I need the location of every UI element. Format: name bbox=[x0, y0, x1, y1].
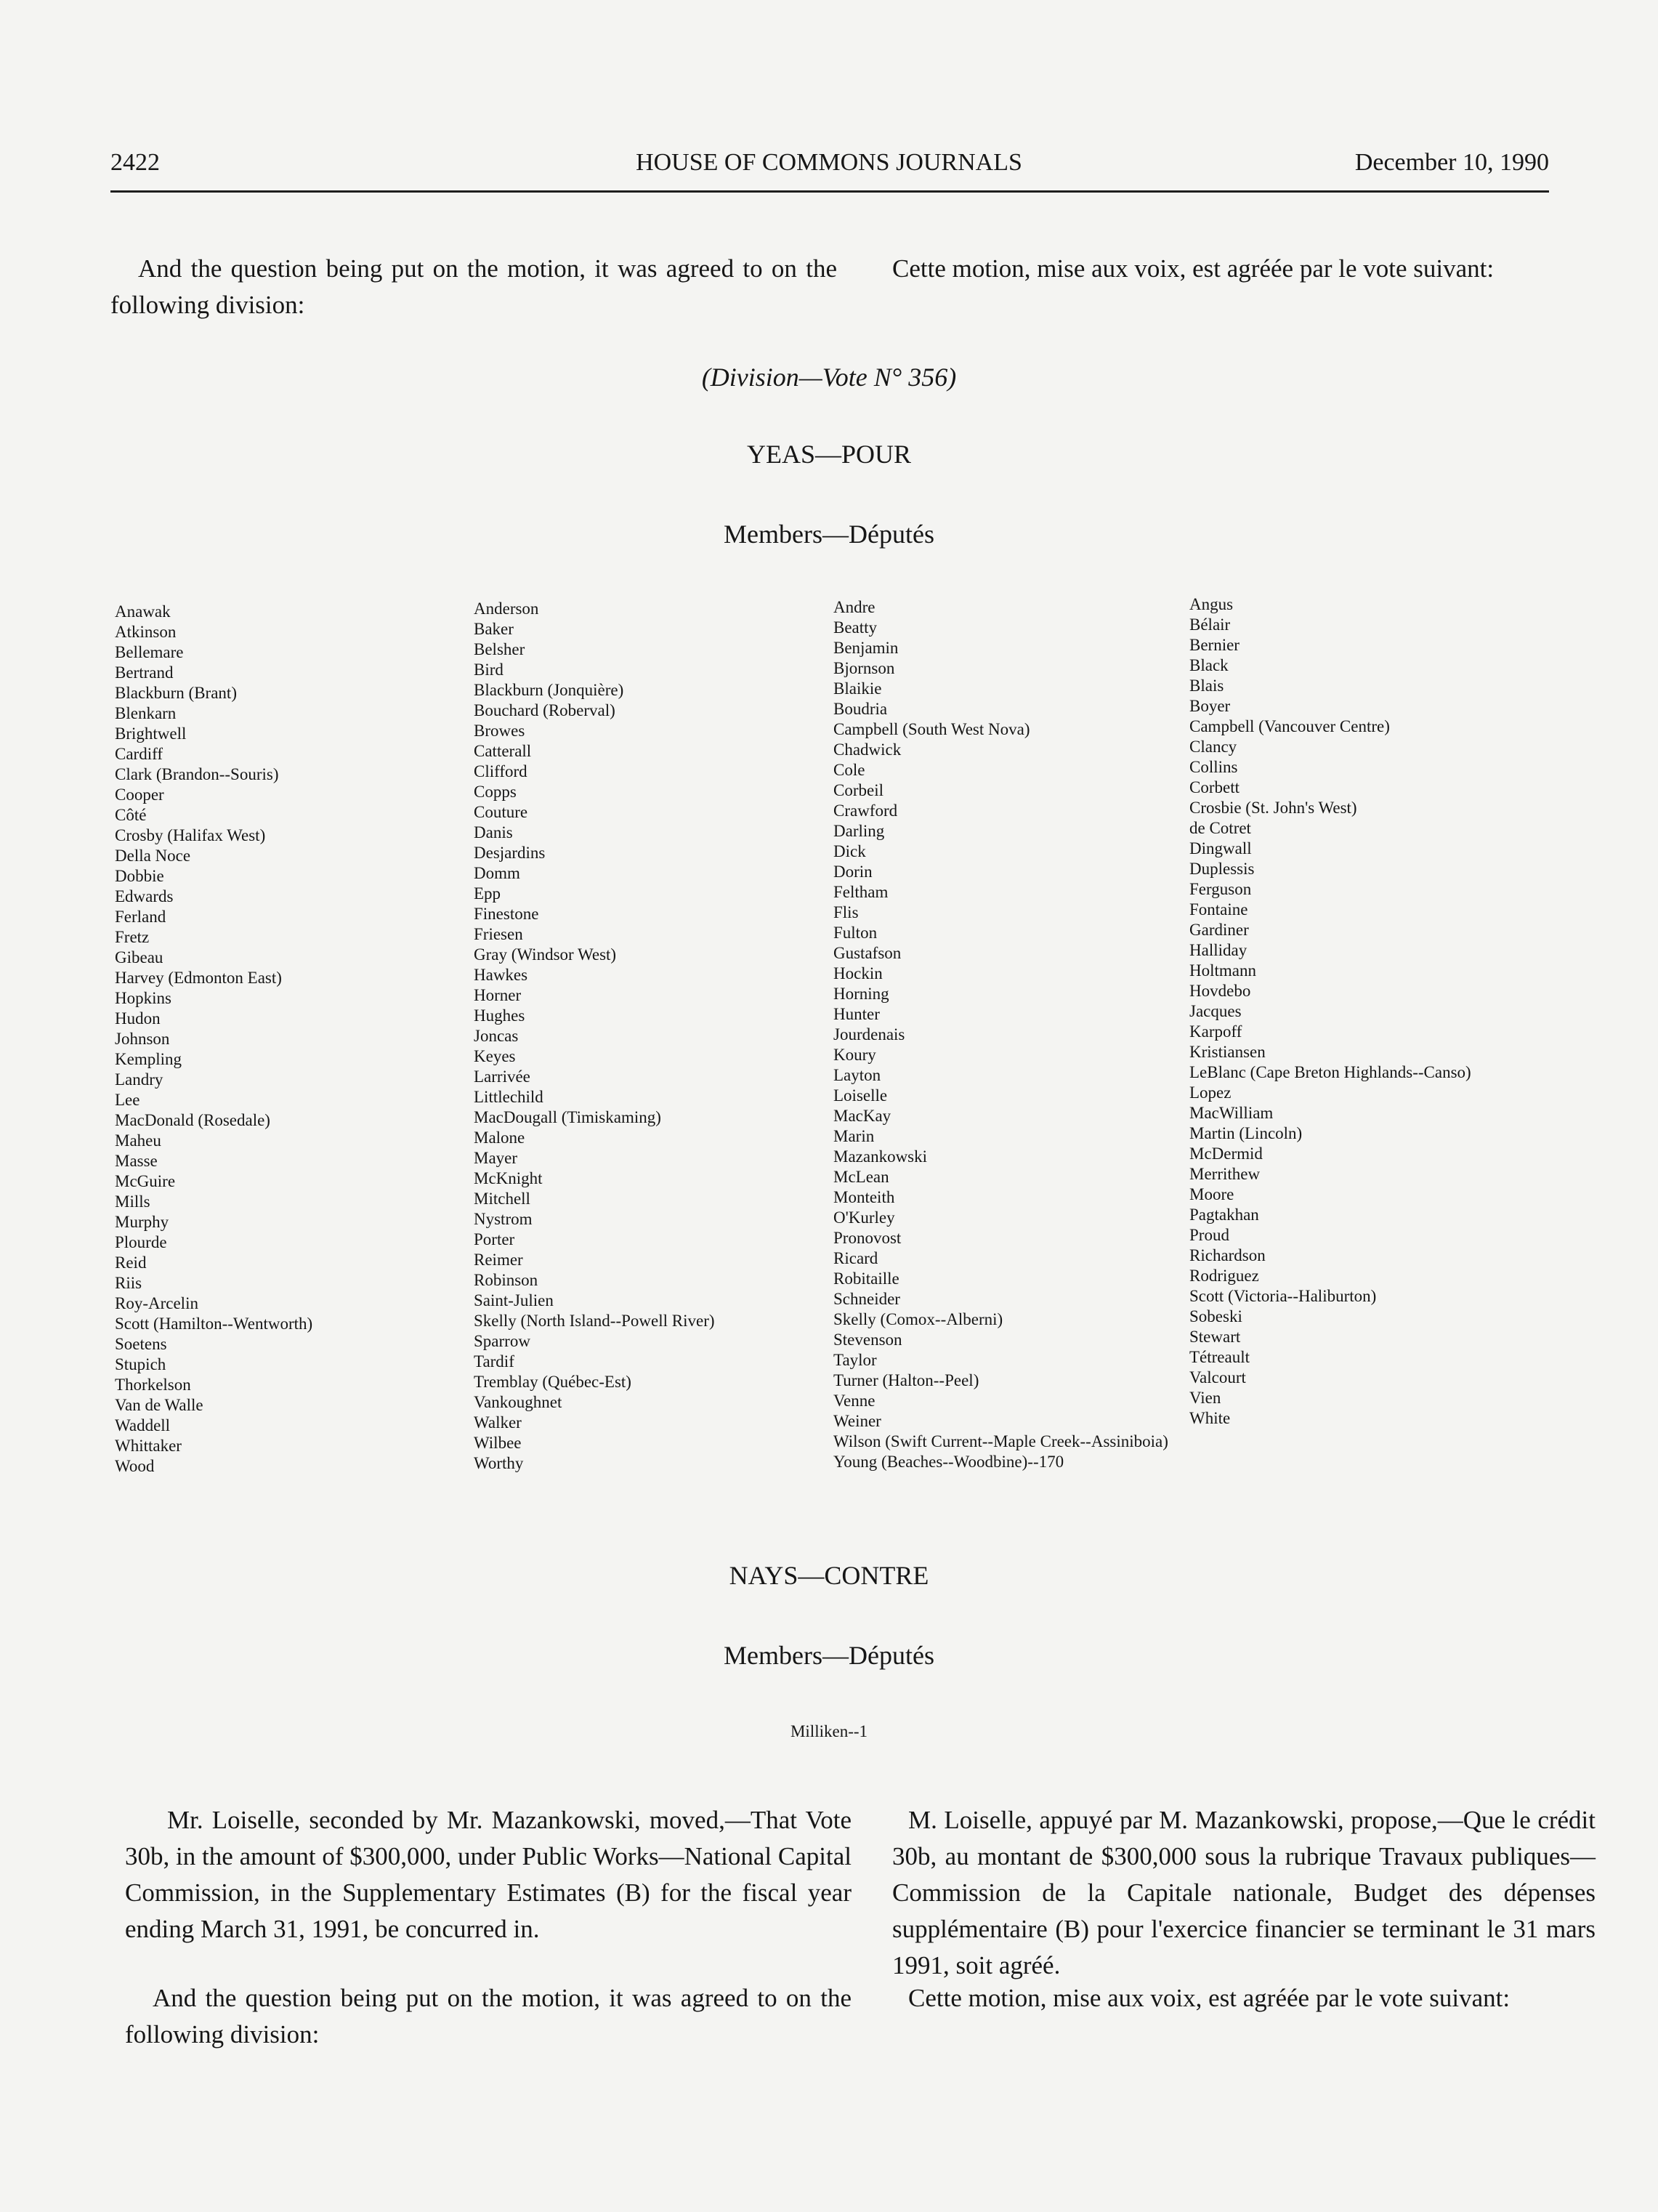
member-name: Flis bbox=[833, 903, 859, 921]
member-name: Loiselle bbox=[833, 1086, 888, 1105]
member-name: McGuire bbox=[115, 1172, 176, 1190]
member-name: Landry bbox=[115, 1070, 163, 1089]
member-name: Côté bbox=[115, 806, 147, 824]
member-name: Corbeil bbox=[833, 781, 883, 799]
member-name: Blais bbox=[1189, 677, 1224, 695]
member-name: Epp bbox=[474, 884, 501, 903]
member-name: Browes bbox=[474, 722, 525, 740]
member-name: Hopkins bbox=[115, 989, 171, 1007]
member-name: Malone bbox=[474, 1129, 525, 1147]
member-name: Blaikie bbox=[833, 679, 882, 698]
member-name: Copps bbox=[474, 783, 517, 801]
member-name: Ferguson bbox=[1189, 880, 1252, 898]
member-name: MacWilliam bbox=[1189, 1104, 1274, 1122]
member-name: Sparrow bbox=[474, 1332, 530, 1350]
journal-title: HOUSE OF COMMONS JOURNALS bbox=[636, 149, 1022, 176]
member-name: MacKay bbox=[833, 1107, 891, 1125]
member-name: Anderson bbox=[474, 600, 539, 618]
yeas-column-2 bbox=[474, 599, 715, 1474]
member-name: LeBlanc (Cape Breton Highlands--Canso) bbox=[1189, 1063, 1471, 1081]
member-name: MacDougall (Timiskaming) bbox=[474, 1108, 661, 1126]
member-name: Mazankowski bbox=[833, 1147, 928, 1166]
member-name: Cooper bbox=[115, 786, 164, 804]
header-rule bbox=[110, 190, 1549, 193]
intro-en: And the question being put on the motion, it was agreed to on the following division: bbox=[110, 254, 837, 319]
member-name: Andre bbox=[833, 598, 875, 616]
member-name: Dingwall bbox=[1189, 839, 1252, 857]
member-name: Gray (Windsor West) bbox=[474, 945, 617, 964]
member-name: Weiner bbox=[833, 1412, 881, 1430]
member-name: Valcourt bbox=[1189, 1368, 1246, 1386]
member-name: Hockin bbox=[833, 964, 883, 982]
member-name: Riis bbox=[115, 1274, 142, 1292]
member-name: Gustafson bbox=[833, 944, 902, 962]
member-name: Tardif bbox=[474, 1352, 514, 1371]
member-name: Stevenson bbox=[833, 1331, 902, 1349]
member-name: Robinson bbox=[474, 1271, 538, 1289]
member-name: Larrivée bbox=[474, 1067, 530, 1086]
member-name: Koury bbox=[833, 1046, 876, 1064]
member-name: Vien bbox=[1189, 1389, 1221, 1407]
member-name: Stupich bbox=[115, 1355, 166, 1373]
member-name: Nystrom bbox=[474, 1210, 533, 1228]
member-name: Schneider bbox=[833, 1290, 900, 1308]
yeas-column-1 bbox=[115, 602, 312, 1477]
member-name: Tremblay (Québec-Est) bbox=[474, 1373, 631, 1391]
member-name: Reid bbox=[115, 1254, 147, 1272]
member-name: Scott (Hamilton--Wentworth) bbox=[115, 1315, 313, 1333]
member-name: Dorin bbox=[833, 863, 873, 881]
member-name: Cardiff bbox=[115, 745, 163, 763]
member-name: Crosbie (St. John's West) bbox=[1189, 799, 1357, 817]
member-name: Della Noce bbox=[115, 847, 191, 865]
member-name: Dick bbox=[833, 842, 866, 860]
member-name: Blenkarn bbox=[115, 704, 177, 722]
member-name: Mills bbox=[115, 1192, 150, 1211]
member-name: Taylor bbox=[833, 1351, 877, 1369]
member-name: Jourdenais bbox=[833, 1025, 905, 1044]
member-name: Hudon bbox=[115, 1009, 161, 1028]
member-name: Bjornson bbox=[833, 659, 895, 677]
member-name: Campbell (Vancouver Centre) bbox=[1189, 717, 1390, 735]
member-name: Pagtakhan bbox=[1189, 1206, 1259, 1224]
member-name: Beatty bbox=[833, 618, 878, 637]
member-name: Porter bbox=[474, 1230, 515, 1248]
member-name: Roy-Arcelin bbox=[115, 1294, 198, 1312]
member-name: McLean bbox=[833, 1168, 889, 1186]
nays-subheading: Members—Députés bbox=[724, 1641, 934, 1670]
member-name: Fretz bbox=[115, 928, 150, 946]
member-name: Maheu bbox=[115, 1131, 161, 1150]
member-name: Venne bbox=[833, 1392, 875, 1410]
member-name: Lopez bbox=[1189, 1083, 1232, 1102]
member-name: Wilbee bbox=[474, 1434, 522, 1452]
member-name: Friesen bbox=[474, 925, 523, 943]
member-name: Jacques bbox=[1189, 1002, 1242, 1020]
member-name: Belsher bbox=[474, 640, 525, 658]
member-name: Martin (Lincoln) bbox=[1189, 1124, 1303, 1142]
member-name: Kempling bbox=[115, 1050, 182, 1068]
member-name: Karpoff bbox=[1189, 1022, 1242, 1041]
member-name: Young (Beaches--Woodbine)--170 bbox=[833, 1453, 1064, 1471]
member-name: Brightwell bbox=[115, 724, 187, 743]
motion-fr: M. Loiselle, appuyé par M. Mazankowski, propose,—Que le crédit 30b, au montant de $300,000 sous la rubrique Travaux publiques—Commission de la Capitale nationale, Budget des dépenses supplémentaire (B) pour l'exercice financier se terminant le 31 mars 1991, soit agréé. bbox=[892, 1806, 1596, 1979]
outro-fr: Cette motion, mise aux voix, est agréée par le vote suivant: bbox=[908, 1984, 1511, 2012]
member-name: Thorkelson bbox=[115, 1376, 191, 1394]
member-name: Moore bbox=[1189, 1185, 1234, 1203]
member-name: Bellemare bbox=[115, 643, 184, 661]
member-name: Clifford bbox=[474, 762, 527, 780]
member-name: McDermid bbox=[1189, 1145, 1263, 1163]
outro-en: And the question being put on the motion, it was agreed to on the following division: bbox=[125, 1984, 852, 2048]
member-name: Desjardins bbox=[474, 844, 546, 862]
member-name: Duplessis bbox=[1189, 860, 1255, 878]
member-name: Clancy bbox=[1189, 738, 1237, 756]
member-name: Cole bbox=[833, 761, 865, 779]
member-name: Stewart bbox=[1189, 1328, 1241, 1346]
member-name: Anawak bbox=[115, 602, 171, 621]
member-name: Corbett bbox=[1189, 778, 1240, 796]
member-name: Holtmann bbox=[1189, 961, 1256, 980]
member-name: Bouchard (Roberval) bbox=[474, 701, 615, 719]
member-name: Skelly (North Island--Powell River) bbox=[474, 1312, 715, 1330]
member-name: Bélair bbox=[1189, 615, 1231, 634]
member-name: Atkinson bbox=[115, 623, 177, 641]
member-name: Crosby (Halifax West) bbox=[115, 826, 266, 844]
member-name: Richardson bbox=[1189, 1246, 1266, 1264]
member-name: Tétreault bbox=[1189, 1348, 1250, 1366]
member-name: Hawkes bbox=[474, 966, 528, 984]
member-name: Pronovost bbox=[833, 1229, 902, 1247]
member-name: Littlechild bbox=[474, 1088, 543, 1106]
member-name: Hughes bbox=[474, 1006, 525, 1025]
intro-fr: Cette motion, mise aux voix, est agréée par le vote suivant: bbox=[892, 254, 1495, 283]
member-name: Plourde bbox=[115, 1233, 167, 1251]
member-name: Mitchell bbox=[474, 1190, 530, 1208]
member-name: Sobeski bbox=[1189, 1307, 1242, 1325]
member-name: Clark (Brandon--Souris) bbox=[115, 765, 279, 783]
member-name: Crawford bbox=[833, 802, 898, 820]
member-name: Walker bbox=[474, 1413, 522, 1432]
member-name: Masse bbox=[115, 1152, 158, 1170]
member-name: Wood bbox=[115, 1457, 155, 1475]
nays-heading: NAYS—CONTRE bbox=[729, 1561, 929, 1590]
member-name: Skelly (Comox--Alberni) bbox=[833, 1310, 1003, 1328]
member-name: Danis bbox=[474, 823, 513, 841]
member-name: Reimer bbox=[474, 1251, 523, 1269]
member-name: Chadwick bbox=[833, 740, 902, 759]
member-name: Hovdebo bbox=[1189, 982, 1251, 1000]
member-name: White bbox=[1189, 1409, 1231, 1427]
member-name: Horner bbox=[474, 986, 522, 1004]
member-name: Bertrand bbox=[115, 663, 174, 682]
member-name: Worthy bbox=[474, 1454, 524, 1472]
member-name: Ricard bbox=[833, 1249, 878, 1267]
member-name: Merrithew bbox=[1189, 1165, 1261, 1183]
member-name: Finestone bbox=[474, 905, 539, 923]
member-name: Scott (Victoria--Haliburton) bbox=[1189, 1287, 1377, 1305]
member-name: Dobbie bbox=[115, 867, 164, 885]
member-name: Benjamin bbox=[833, 639, 899, 657]
member-name: Black bbox=[1189, 656, 1229, 674]
member-name: Murphy bbox=[115, 1213, 169, 1231]
motion-en: Mr. Loiselle, seconded by Mr. Mazankowski, moved,—That Vote 30b, in the amount of $300,000, under Public Works—National Capital Commission, in the Supplementary Estimates (B) for the fiscal year ending March 31, 1991, be concurred in. bbox=[125, 1806, 852, 1943]
member-name: Robitaille bbox=[833, 1270, 899, 1288]
page-date: December 10, 1990 bbox=[1354, 149, 1549, 176]
member-name: Soetens bbox=[115, 1335, 167, 1353]
yeas-column-3 bbox=[833, 597, 1168, 1472]
division-label: (Division—Vote N° 356) bbox=[701, 363, 957, 392]
member-name: Kristiansen bbox=[1189, 1043, 1266, 1061]
member-name: Gibeau bbox=[115, 948, 163, 966]
member-name: Darling bbox=[833, 822, 885, 840]
member-name: Proud bbox=[1189, 1226, 1229, 1244]
member-name: Campbell (South West Nova) bbox=[833, 720, 1030, 738]
member-name: Vankoughnet bbox=[474, 1393, 562, 1411]
member-name: Boudria bbox=[833, 700, 888, 718]
member-name: Angus bbox=[1189, 595, 1234, 613]
yeas-heading: YEAS—POUR bbox=[746, 440, 912, 469]
member-name: Couture bbox=[474, 803, 528, 821]
member-name: Boyer bbox=[1189, 697, 1231, 715]
member-name: Harvey (Edmonton East) bbox=[115, 969, 282, 987]
member-name: Hunter bbox=[833, 1005, 880, 1023]
member-name: Feltham bbox=[833, 883, 889, 901]
member-name: O'Kurley bbox=[833, 1208, 895, 1227]
member-name: Rodriguez bbox=[1189, 1267, 1259, 1285]
member-name: Wilson (Swift Current--Maple Creek--Assiniboia) bbox=[833, 1432, 1168, 1450]
nays-members: Milliken--1 bbox=[790, 1722, 868, 1740]
member-name: Ferland bbox=[115, 908, 166, 926]
member-name: Halliday bbox=[1189, 941, 1247, 959]
member-name: Layton bbox=[833, 1066, 881, 1084]
member-name: Marin bbox=[833, 1127, 875, 1145]
member-name: Waddell bbox=[115, 1416, 171, 1434]
yeas-column-4 bbox=[1189, 594, 1471, 1429]
member-name: Whittaker bbox=[115, 1437, 182, 1455]
member-name: de Cotret bbox=[1189, 819, 1251, 837]
member-name: Bernier bbox=[1189, 636, 1240, 654]
member-name: Van de Walle bbox=[115, 1396, 203, 1414]
member-name: Gardiner bbox=[1189, 921, 1249, 939]
member-name: Turner (Halton--Peel) bbox=[833, 1371, 979, 1389]
member-name: Edwards bbox=[115, 887, 174, 905]
member-name: Blackburn (Brant) bbox=[115, 684, 237, 702]
member-name: Keyes bbox=[474, 1047, 516, 1065]
member-name: Horning bbox=[833, 985, 889, 1003]
member-name: Saint-Julien bbox=[474, 1291, 554, 1309]
member-name: Blackburn (Jonquière) bbox=[474, 681, 624, 699]
page-number: 2422 bbox=[110, 149, 160, 176]
yeas-subheading: Members—Députés bbox=[724, 520, 934, 549]
member-name: Bird bbox=[474, 661, 504, 679]
member-name: Johnson bbox=[115, 1030, 170, 1048]
member-name: Domm bbox=[474, 864, 520, 882]
member-name: Catterall bbox=[474, 742, 532, 760]
member-name: Fontaine bbox=[1189, 900, 1248, 919]
member-name: Fulton bbox=[833, 924, 878, 942]
member-name: Mayer bbox=[474, 1149, 518, 1167]
member-name: Monteith bbox=[833, 1188, 895, 1206]
member-name: Lee bbox=[115, 1091, 140, 1109]
member-name: Baker bbox=[474, 620, 514, 638]
member-name: McKnight bbox=[474, 1169, 543, 1187]
member-name: MacDonald (Rosedale) bbox=[115, 1111, 270, 1129]
member-name: Joncas bbox=[474, 1027, 519, 1045]
member-name: Collins bbox=[1189, 758, 1238, 776]
